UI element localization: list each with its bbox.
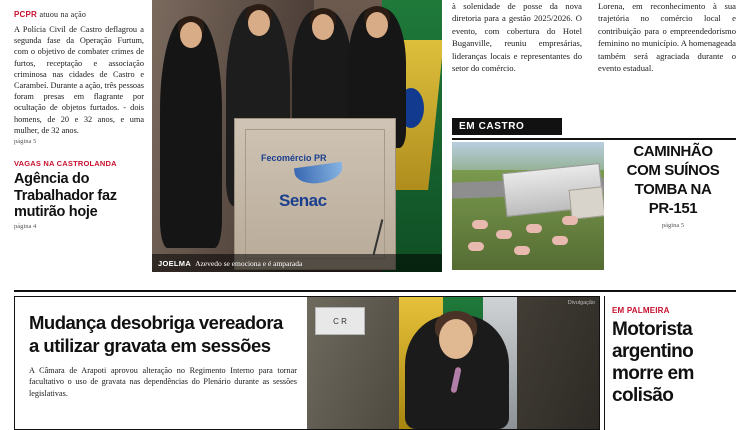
vagas-kicker: VAGAS NA CASTROLANDA	[14, 159, 117, 169]
pig	[526, 224, 542, 233]
em-castro-page-ref: página 5	[661, 222, 685, 229]
pig	[496, 230, 512, 239]
pcpr-kicker	[14, 10, 144, 19]
main-photo	[152, 0, 442, 272]
em-castro-headline-line-1: CAMINHÃO	[633, 143, 713, 160]
pcpr-page-ref: página 5	[14, 138, 37, 146]
caption-name: JOELMA	[158, 258, 192, 268]
em-castro-headline[interactable]	[610, 142, 736, 254]
vertical-divider	[604, 296, 605, 430]
truck-cab	[569, 186, 604, 219]
bottom-feature-block	[14, 296, 600, 430]
bottom-feature-photo	[307, 297, 599, 429]
main-photo-caption	[152, 254, 442, 272]
pcpr-body-text: A Polícia Civil de Castro deflagrou a segunda fase da Operação Furtum, com o objetivo de combater crimes de furtos, receptação e associação criminosa nas cidades de Castro e Carambeí. Durante a ação, três pessoas foram presas em flagrante por ocultação de objetos furtados. - dois homens, de 20 e 32 anos, e uma mulher, de 32 anos.	[14, 25, 144, 135]
photo-person-head	[248, 10, 270, 36]
senac-logo: Senac	[279, 191, 327, 210]
pcpr-kicker-rest: atuou na ação	[39, 10, 87, 19]
em-castro-headline-line-2: COM SUÍNOS	[626, 162, 720, 179]
em-castro-label: EM CASTRO	[452, 118, 562, 135]
section-divider	[14, 290, 736, 292]
podium	[234, 118, 396, 270]
column-three-body: à solenidade de posse da nova diretoria para a gestão 2025/2026. O evento, com cobertura do Hotel Buganville, reuniu empresárias, lideranças locais e representantes do setor do comércio.	[452, 1, 582, 74]
column-four	[598, 0, 736, 74]
pcpr-kicker-source: PCPR	[14, 10, 38, 19]
bottom-feature-headline[interactable]: Mudança desobriga vereadora a utilizar gravata em sessões	[29, 312, 283, 356]
photo-person-head	[312, 14, 334, 40]
pig	[552, 236, 568, 245]
photo-person	[160, 18, 222, 248]
em-castro-photo	[452, 142, 604, 270]
em-palmeira-kicker: EM PALMEIRA	[612, 306, 670, 315]
bottom-right-column	[612, 296, 736, 430]
left-column	[14, 0, 144, 290]
pig	[468, 242, 484, 251]
photo-person-head	[366, 12, 388, 38]
em-castro-headline-line-4: PR-151	[648, 200, 698, 217]
bottom-feature-subtext: A Câmara de Arapoti aprovou alteração no Regimento Interno para tornar facultativo o uso de gravata nas dependências do Plenário durante as sessões legislativas.	[29, 366, 297, 398]
bottom-feature-text	[15, 297, 309, 429]
pig	[514, 246, 530, 255]
vagas-page-ref: página 4	[14, 222, 37, 230]
pig	[562, 216, 578, 225]
photo-person-head	[180, 22, 202, 48]
em-palmeira-headline[interactable]: Motorista argentino morre em colisão	[612, 319, 694, 406]
em-castro-headline-line-3: TOMBA NA	[634, 181, 712, 198]
photo-credit: Divulgação	[567, 300, 595, 306]
fecomercio-logo: Fecomércio PR	[261, 153, 327, 163]
photo-person-head	[439, 319, 473, 359]
caption-text: Azevedo se emociona e é amparada	[195, 258, 303, 268]
column-four-body: Lorena, em reconhecimento à sua trajetória no comércio local e contribuição para o empreendedorismo feminino no município. A homenageada também será agraciada durante o evento estadual.	[598, 1, 736, 74]
wall-sign: C R	[315, 307, 365, 335]
column-three	[452, 0, 582, 74]
pig	[472, 220, 488, 229]
vagas-headline[interactable]: Agência do Trabalhador faz mutirão hoje	[14, 171, 117, 221]
